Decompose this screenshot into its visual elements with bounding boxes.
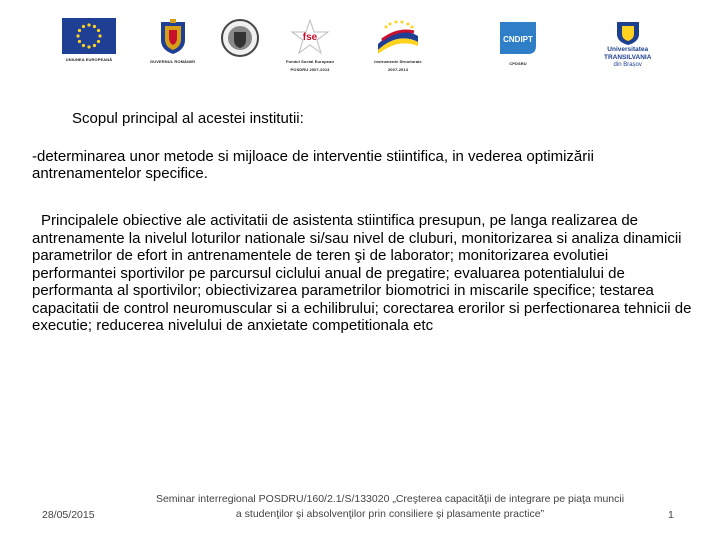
structural-instruments-icon	[372, 18, 424, 56]
footer-seminar	[130, 492, 650, 522]
eu-star	[97, 40, 100, 43]
cndipt-icon	[496, 18, 540, 58]
university-logo	[604, 18, 651, 69]
eu-star	[82, 25, 85, 28]
ro-caption: GUVERNUL ROMÂNIEI	[150, 59, 196, 64]
eu-star	[87, 23, 90, 26]
eu-logo	[62, 18, 116, 62]
fse-caption-line1: Fondul Social European	[286, 59, 334, 64]
fse-mark: fse	[302, 32, 318, 43]
eu-star	[93, 25, 96, 28]
eu-star	[93, 44, 96, 47]
eu-flag-icon	[62, 18, 116, 54]
ro-government-logo	[150, 18, 195, 64]
structural-instruments-logo	[372, 18, 424, 72]
eu-star	[78, 29, 81, 32]
cndipt-mark: CNDIPT	[503, 35, 533, 44]
is-caption-line2: 2007-2013	[387, 67, 409, 72]
fse-logo	[286, 18, 334, 72]
page-number: 1	[668, 509, 674, 521]
romania-coat-of-arms-icon	[153, 18, 193, 56]
section-heading: Scopul principal al acestei institutii:	[72, 110, 304, 127]
footer-seminar-line2: a studenţilor şi absolvenţilor prin consiliere şi plasamente practice”	[235, 508, 545, 520]
eu-star	[98, 34, 101, 37]
university-name-line1: Universitatea	[607, 46, 649, 53]
eu-star	[78, 40, 81, 43]
cndipt-caption: CPDSRU	[509, 61, 527, 66]
university-crest-icon	[613, 18, 643, 46]
objectives-paragraph: Principalele obiective ale activitatii de asistenta stiintifica presupun, pe langa realizarea de antrenamente la nivelul loturilor nationale si/sau nivel de cluburi, monitorizarea si analiza dinamicii parametrilor de efort in antrenamentele de teren şi de laborator; monitorizarea evolutiei performantei sportivilor pe parcursul ciclului anual de pregatire; evaluarea potentialului de performanta al sportivilor; obiectivizarea parametrilor biomotrici in miscarile specifice; testarea capacitatii de control neuromuscular si a echilibrului; corectarea erorilor si perfectionarea tehnicii de executie; reducerea nivelului de anxietate competitionala etc	[32, 212, 692, 334]
ministry-seal-icon	[220, 18, 260, 58]
eu-caption: UNIUNEA EUROPEANĂ	[65, 57, 113, 62]
university-name-line3: din Brașov	[613, 62, 642, 68]
university-name-line2: TRANSILVANIA	[604, 54, 652, 61]
footer-date: 28/05/2015	[42, 509, 95, 521]
logo-bar	[0, 18, 720, 80]
eu-star	[82, 44, 85, 47]
purpose-paragraph: -determinarea unor metode si mijloace de interventie stiintifica, in vederea optimizării antrenamentelor specifice.	[32, 148, 594, 182]
fse-caption-line2: POSDRU 2007-2013	[290, 67, 330, 72]
eu-star	[87, 45, 90, 48]
fse-star-icon	[286, 18, 334, 56]
is-caption-line1: Instrumente Structurale	[374, 59, 422, 64]
ministry-logo	[220, 18, 260, 58]
eu-star	[97, 29, 100, 32]
cndipt-logo	[496, 18, 540, 66]
eu-star	[76, 34, 79, 37]
footer-seminar-line1: Seminar interregional POSDRU/160/2.1/S/133020 „Creşterea capacităţii de integrare pe piaţa muncii	[155, 493, 625, 505]
